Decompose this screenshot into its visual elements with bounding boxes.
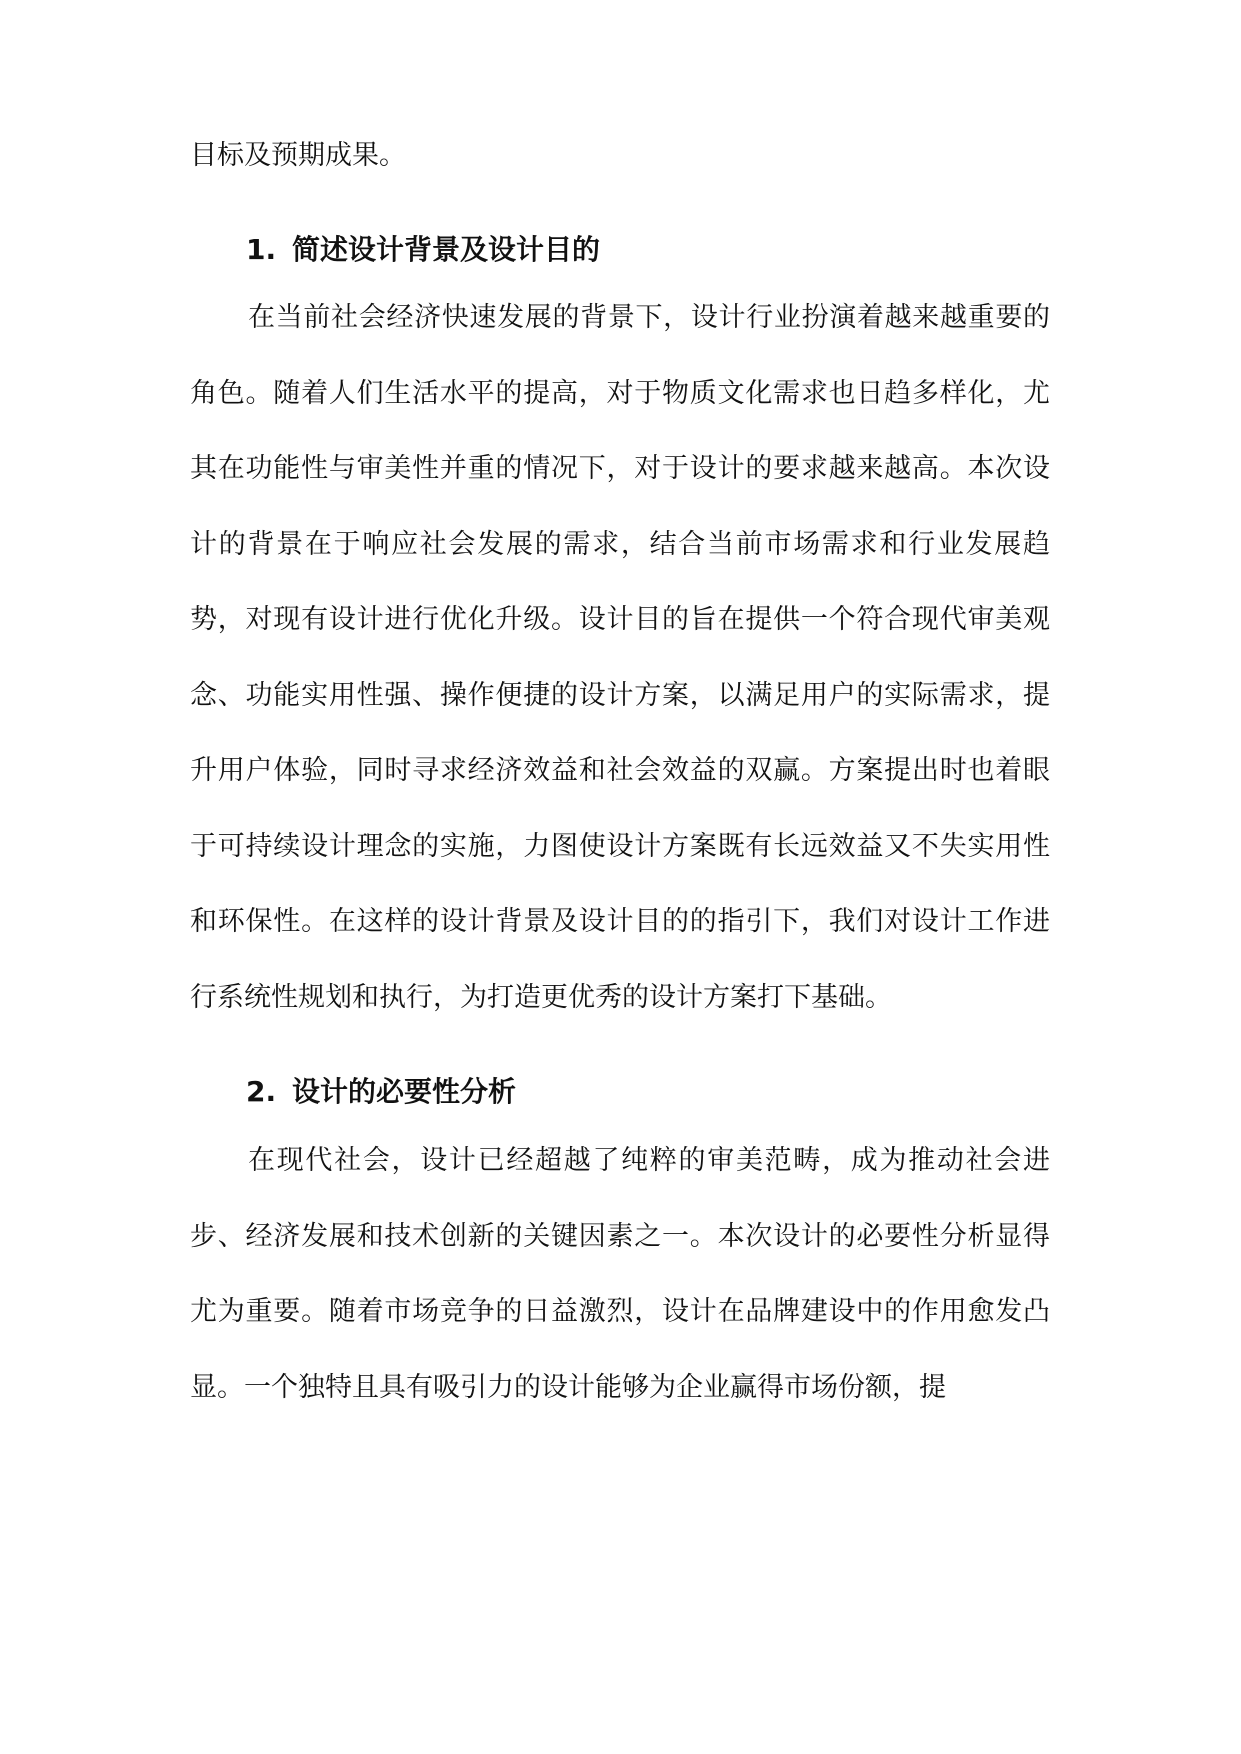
section-2-title: 设计的必要性分析 xyxy=(292,1075,517,1108)
section-2-number: 2. xyxy=(246,1075,277,1108)
section-1-number: 1. xyxy=(246,233,277,266)
intro-tail-paragraph: 目标及预期成果。 xyxy=(190,140,406,171)
section-2-heading xyxy=(246,1072,516,1112)
section-2-body: 在现代社会，设计已经超越了纯粹的审美范畴，成为推动社会进步、经济发展和技术创新的关键因素之一。本次设计的必要性分析显得尤为重要。随着市场竞争的日益激烈，设计在品牌建设中的作用愈发凸显。一个独特且具有吸引力的设计能够为企业赢得市场份额，提 xyxy=(190,1145,1050,1403)
section-1-body: 在当前社会经济快速发展的背景下，设计行业扮演着越来越重要的角色。随着人们生活水平的提高，对于物质文化需求也日趋多样化，尤其在功能性与审美性并重的情况下，对于设计的要求越来越高。本次设计的背景在于响应社会发展的需求，结合当前市场需求和行业发展趋势，对现有设计进行优化升级。设计目的旨在提供一个符合现代审美观念、功能实用性强、操作便捷的设计方案，以满足用户的实际需求，提升用户体验，同时寻求经济效益和社会效益的双赢。方案提出时也着眼于可持续设计理念的实施，力图使设计方案既有长远效益又不失实用性和环保性。在这样的设计背景及设计目的的指引下，我们对设计工作进行系统性规划和执行，为打造更优秀的设计方案打下基础。 xyxy=(190,302,1050,1013)
section-1-heading xyxy=(246,230,600,270)
section-1-title: 简述设计背景及设计目的 xyxy=(292,233,601,266)
